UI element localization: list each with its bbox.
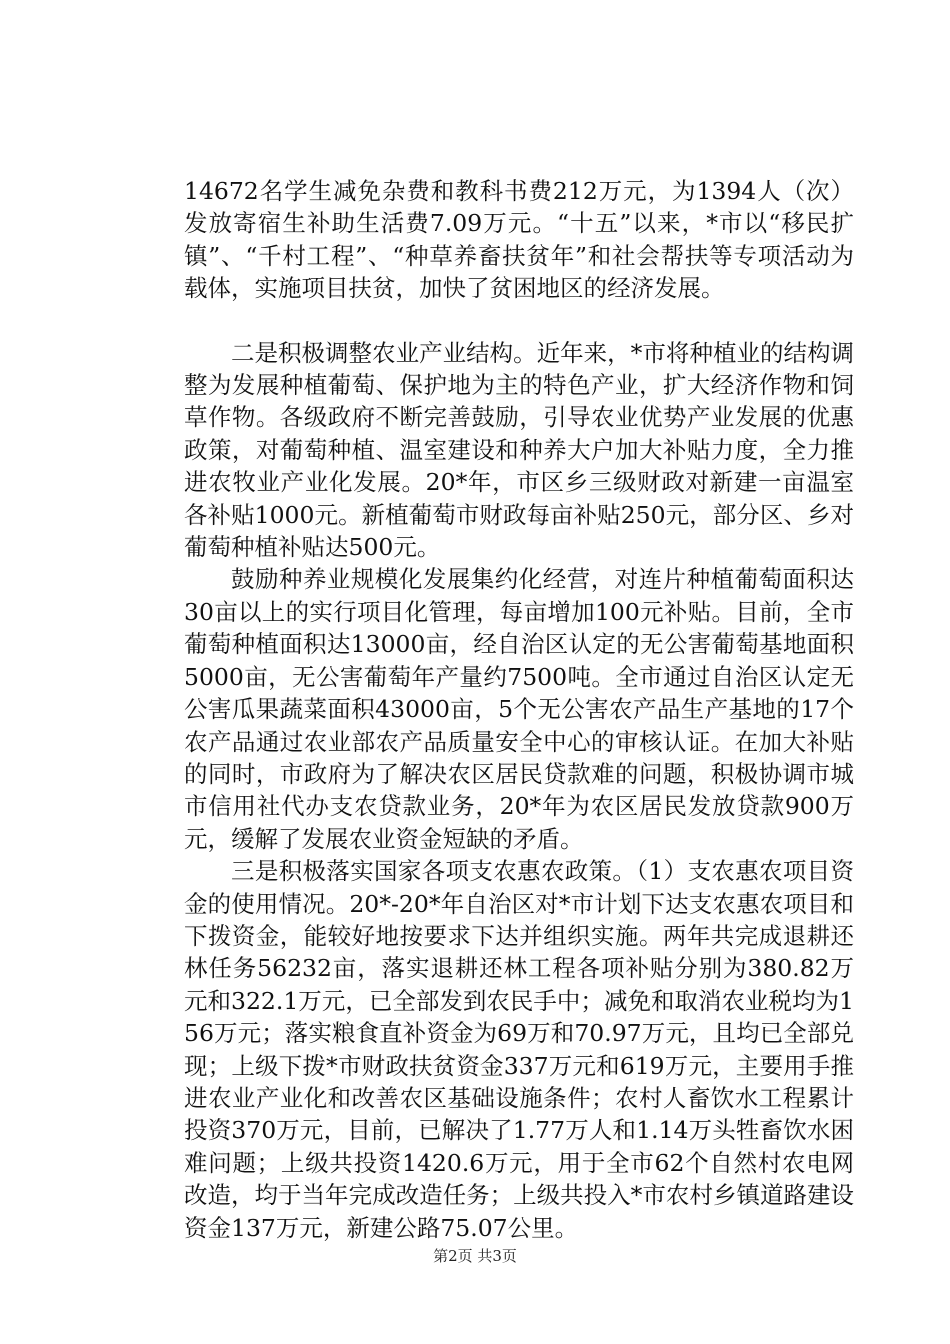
paragraph-continuation: 14672名学生减免杂费和教科书费212万元，为1394人（次）发放寄宿生补助生活费7.09万元。“十五”以来，*市以“移民扩镇”、“千村工程”、“种草养畜扶贫年”和社会帮扶等专项活动为载体，实施项目扶贫，加快了贫困地区的经济发展。 — [184, 177, 854, 303]
paragraph-support-policies: 三是积极落实国家各项支农惠农政策。（1）支农惠农项目资金的使用情况。20*-20*年自治区对*市计划下达支农惠农项目和下拨资金，能较好地按要求下达并组织实施。两年共完成退耕还林任务56232亩，落实退耕还林工程各项补贴分别为380.82万元和322.1万元，已全部发到农民手中；减免和取消农业税均为156万元；落实粮食直补资金为69万和70.97万元，且均已全部兑现；上级下拨*市财政扶贫资金337万元和619万元，主要用手推进农业产业化和改善农区基础设施条件；农村人畜饮水工程累计投资370万元，目前，已解决了1.77万人和1.14万头牲畜饮水困难问题；上级共投资1420.6万元，用于全市62个自然村农电网改造，均于当年完成改造任务；上级共投入*市农村乡镇道路建设资金137万元，新建公路75.07公里。 — [184, 857, 854, 1242]
document-body — [184, 175, 854, 1244]
page-footer: 第2页 共3页 — [433, 1247, 517, 1265]
paragraph-industry-structure: 二是积极调整农业产业结构。近年来，*市将种植业的结构调整为发展种植葡萄、保护地为主的特色产业，扩大经济作物和饲草作物。各级政府不断完善鼓励，引导农业优势产业发展的优惠政策，对葡萄种植、温室建设和种养大户加大补贴力度，全力推进农牧业产业化发展。20*年，市区乡三级财政对新建一亩温室各补贴1000元。新植葡萄市财政每亩补贴250元，部分区、乡对葡萄种植补贴达500元。 — [184, 338, 854, 562]
paragraph-scale-farming: 鼓励种养业规模化发展集约化经营，对连片种植葡萄面积达30亩以上的实行项目化管理，每亩增加100元补贴。目前，全市葡萄种植面积达13000亩，经自治区认定的无公害葡萄基地面积5000亩，无公害葡萄年产量约7500吨。全市通过自治区认定无公害瓜果蔬菜面积43000亩，5个无公害农产品生产基地的17个农产品通过农业部农产品质量安全中心的审核认证。在加大补贴的同时，市政府为了解决农区居民贷款难的问题，积极协调市城市信用社代办支农贷款业务，20*年为农区居民发放贷款900万元，缓解了发展农业资金短缺的矛盾。 — [184, 565, 854, 853]
